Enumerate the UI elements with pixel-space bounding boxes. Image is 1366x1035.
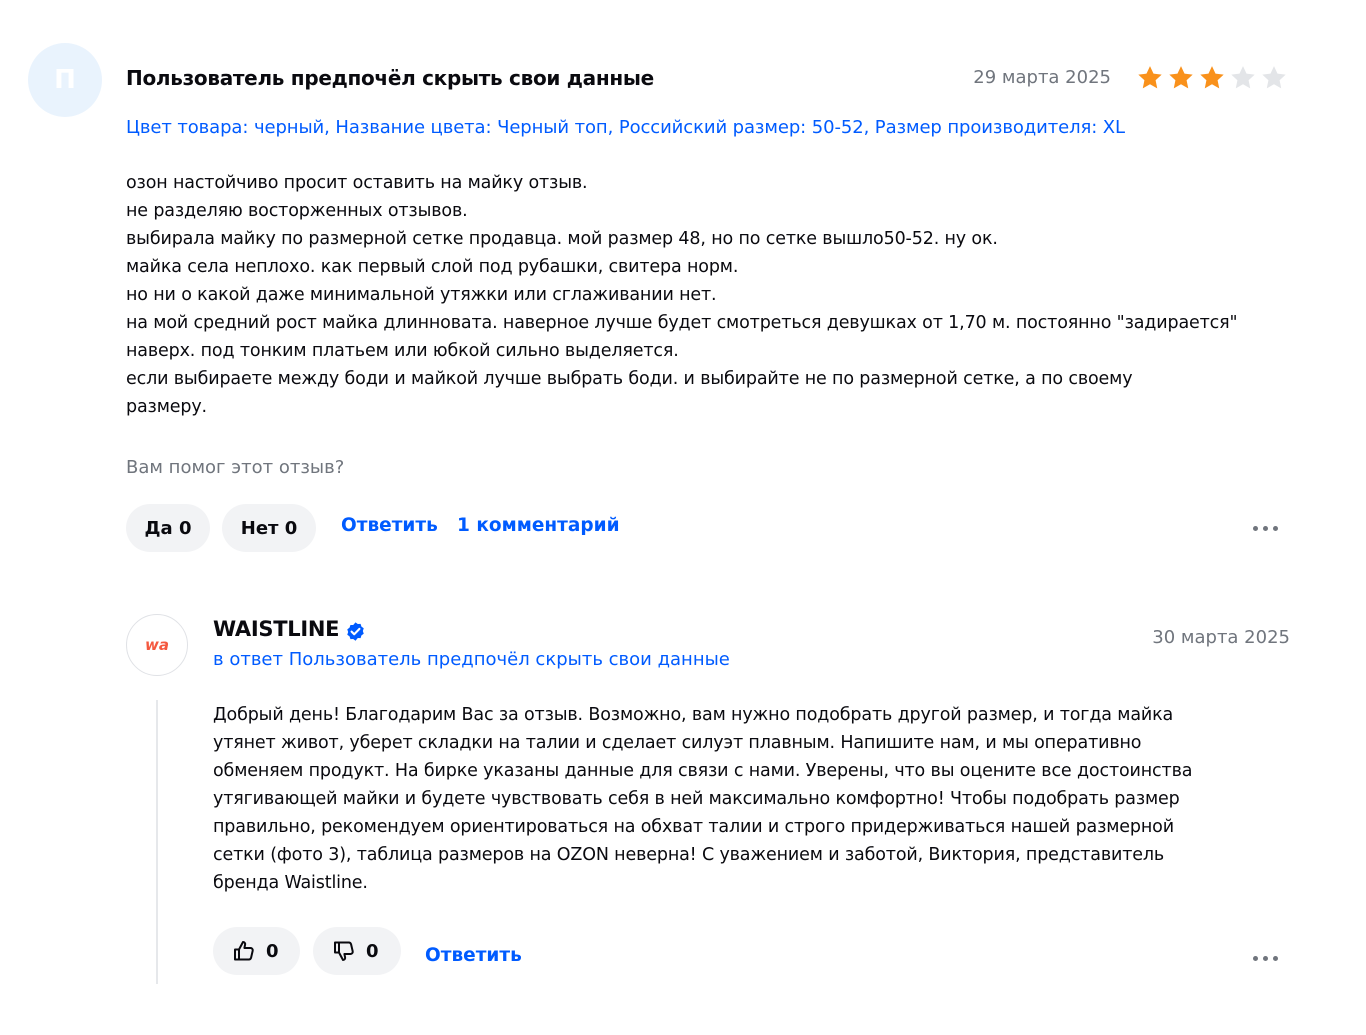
text-line: если выбираете между боди и майкой лучше выбрать боди. и выбирайте не по размерной сетке, а по своему (126, 369, 1133, 389)
answer-text (213, 701, 1303, 897)
product-variant-link[interactable]: Цвет товара: черный, Название цвета: Черный топ, Российский размер: 50-52, Размер производителя: XL (126, 117, 1125, 138)
verified-check-icon (345, 621, 366, 642)
comments-link[interactable]: 1 комментарий (457, 515, 620, 536)
more-dots-icon[interactable] (1248, 518, 1282, 538)
text-line: утянет живот, уберет складки на талии и сделает силуэт плавным. Напишите нам, и мы оперативно (213, 733, 1142, 753)
like-count: 0 (266, 940, 279, 962)
answer-reply-link[interactable]: Ответить (425, 945, 522, 966)
avatar-letter: П (54, 65, 76, 95)
star-filled-icon (1167, 64, 1195, 92)
text-line: обменяем продукт. На бирке указаны данные для связи с нами. Уверены, что вы оцените все достоинства (213, 761, 1193, 781)
text-line: правильно, рекомендуем ориентироваться на обхват талии и строго придерживаться нашей размерной (213, 817, 1174, 837)
text-line: озон настойчиво просит оставить на майку отзыв. (126, 173, 588, 193)
dislike-count: 0 (366, 940, 379, 962)
review-author: Пользователь предпочёл скрыть свои данные (126, 66, 654, 90)
dislike-button[interactable] (313, 927, 401, 975)
answer-date: 30 марта 2025 (1152, 627, 1290, 648)
star-empty-icon (1229, 64, 1257, 92)
thumbs-up-icon (232, 939, 256, 963)
helpful-yes-button[interactable] (126, 504, 210, 552)
text-line: Добрый день! Благодарим Вас за отзыв. Возможно, вам нужно подобрать другой размер, и тогда майка (213, 705, 1174, 725)
text-line: выбирала майку по размерной сетке продавца. мой размер 48, но по сетке вышло50-52. ну ок. (126, 229, 998, 249)
more-dots-icon[interactable] (1248, 948, 1282, 968)
helpful-yes-label: Да 0 (144, 517, 192, 539)
text-line: но ни о какой даже минимальной утяжки или сглаживании нет. (126, 285, 717, 305)
text-line: утягивающей майки и будете чувствовать себя в ней максимально комфортно! Чтобы подобрать размер (213, 789, 1180, 809)
review-text (126, 169, 1306, 421)
helpful-question: Вам помог этот отзыв? (126, 457, 345, 478)
text-line: наверх. под тонким платьем или юбкой сильно выделяется. (126, 341, 679, 361)
thread-divider (156, 700, 158, 984)
star-filled-icon (1198, 64, 1226, 92)
like-button[interactable] (213, 927, 300, 975)
user-avatar (28, 43, 102, 117)
text-line: сетки (фото 3), таблица размеров на OZON неверна! С уважением и заботой, Виктория, представитель (213, 845, 1165, 865)
star-empty-icon (1260, 64, 1288, 92)
seller-logo-mark (137, 635, 177, 655)
text-line: размеру. (126, 397, 207, 417)
rating-stars (1136, 64, 1288, 92)
seller-logo (126, 614, 188, 676)
reply-to-link[interactable]: в ответ Пользователь предпочёл скрыть свои данные (213, 649, 730, 670)
text-line: майка села неплохо. как первый слой под рубашки, свитера норм. (126, 257, 739, 277)
star-filled-icon (1136, 64, 1164, 92)
text-line: на мой средний рост майка длинновата. наверное лучше будет смотреться девушках от 1,70 м. постоянно "задирается" (126, 313, 1238, 333)
text-line: не разделяю восторженных отзывов. (126, 201, 468, 221)
reply-link[interactable]: Ответить (341, 515, 438, 536)
seller-name[interactable]: WAISTLINE (213, 617, 340, 641)
helpful-no-label: Нет 0 (240, 517, 298, 539)
helpful-no-button[interactable] (222, 504, 316, 552)
review-date: 29 марта 2025 (973, 67, 1111, 88)
text-line: бренда Waistline. (213, 873, 368, 893)
thumbs-down-icon (332, 939, 356, 963)
svg-text:wa: wa (145, 636, 169, 654)
